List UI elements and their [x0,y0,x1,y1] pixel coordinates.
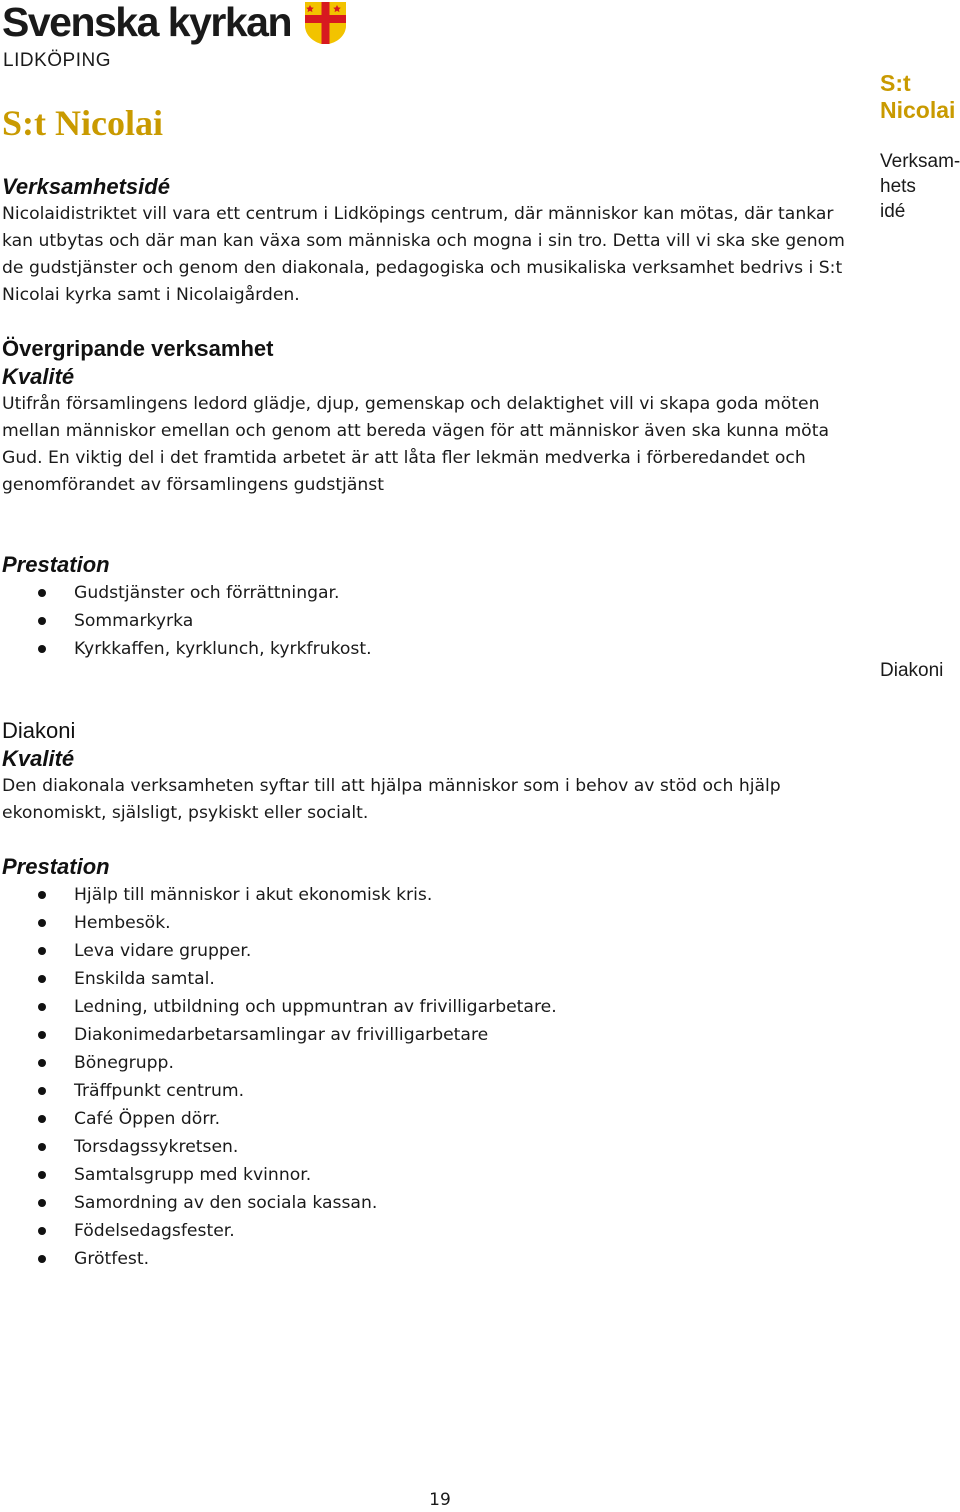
list-item-text: Kyrkkaffen, kyrklunch, kyrkfrukost. [74,639,372,659]
list-item-text: Samtalsgrupp med kvinnor. [74,1165,312,1185]
margin-title [880,70,960,124]
margin-note-line: Verksam- [880,151,960,172]
bullet-icon [38,1227,46,1235]
overgripande-heading: Övergripande verksamhet [2,336,274,361]
list-item-text: Träffpunkt centrum. [74,1081,245,1101]
list-item [2,1217,864,1245]
list-item [2,937,864,965]
list-item [2,1245,864,1273]
list-item-text: Hembesök. [74,913,171,933]
verksamhetside-heading: Verksamhetsidé [2,174,170,199]
list-item [2,1161,864,1189]
page-title: S:t Nicolai [2,103,163,143]
list-item [2,1105,864,1133]
list-item-text: Födelsedagsfester. [74,1221,235,1241]
bullet-icon [38,1171,46,1179]
overgripande-prestation-heading: Prestation [2,552,110,577]
bullet-icon [38,891,46,899]
svenska-kyrkan-logo [2,0,347,72]
bullet-icon [38,617,46,625]
section-overgripande [2,335,864,663]
bullet-icon [38,947,46,955]
list-item-text: Diakonimedarbetarsamlingar av frivilligarbetare [74,1025,489,1045]
list-item-text: Ledning, utbildning och uppmuntran av frivilligarbetare. [74,997,557,1017]
margin-notes-top [880,70,960,224]
section-diakoni [2,717,864,1273]
list-item [2,607,864,635]
diakoni-heading: Diakoni [2,718,76,743]
list-item [2,579,864,607]
list-item [2,1021,864,1049]
list-item [2,1077,864,1105]
diakoni-prestation-heading: Prestation [2,854,110,879]
logo-brand-text: Svenska kyrkan [2,0,292,45]
list-item-text: Sommarkyrka [74,611,194,631]
list-item [2,993,864,1021]
list-item [2,1189,864,1217]
list-item-text: Enskilda samtal. [74,969,215,989]
diakoni-quality-body: Den diakonala verksamheten syftar till att hjälpa människor som i behov av stöd och hjälp ekonomiskt, själsligt, psykiskt eller socialt. [2,776,781,823]
section-verksamhetside [2,170,864,309]
verksamhetside-body: Nicolaidistriktet vill vara ett centrum i Lidköpings centrum, där människor kan mötas, där tankar kan utbytas och där man kan växa som människa och mogna i sin tro. Detta vill vi ska ske genom de gudstjänster och genom den diakonala, pedagogiska och musikaliska verksamhet bedrivs i S:t Nicolai kyrka samt i Nicolaigården. [2,204,845,305]
list-item [2,635,864,663]
margin-note-line: idé [880,201,906,222]
list-item-text: Samordning av den sociala kassan. [74,1193,378,1213]
margin-note-verksamhetside [880,149,960,224]
bullet-icon [38,1115,46,1123]
list-item [2,965,864,993]
bullet-icon [38,975,46,983]
church-shield-icon [304,1,347,45]
bullet-icon [38,919,46,927]
bullet-icon [38,645,46,653]
bullet-icon [38,1003,46,1011]
margin-note-line: hets [880,176,916,197]
bullet-icon [38,1059,46,1067]
list-item-text: Torsdagssykretsen. [74,1137,239,1157]
list-item-text: Bönegrupp. [74,1053,174,1073]
main-content [2,170,864,1273]
bullet-icon [38,1087,46,1095]
list-item [2,881,864,909]
bullet-icon [38,589,46,597]
list-item-text: Hjälp till människor i akut ekonomisk kris. [74,885,433,905]
diakoni-prestation-list [2,881,864,1273]
margin-title-text: S:t Nicolai [880,70,956,123]
bullet-icon [38,1143,46,1151]
list-item-text: Gudstjänster och förrättningar. [74,583,340,603]
page-number: 19 [429,1490,451,1510]
diakoni-quality-heading: Kvalité [2,746,75,771]
overgripande-prestation-list [2,579,864,663]
logo-city-text: LIDKÖPING [3,50,111,71]
bullet-icon [38,1199,46,1207]
list-item [2,909,864,937]
list-item [2,1049,864,1077]
list-item-text: Leva vidare grupper. [74,941,252,961]
bullet-icon [38,1255,46,1263]
list-item [2,1133,864,1161]
bullet-icon [38,1031,46,1039]
overgripande-quality-heading: Kvalité [2,364,75,389]
list-item-text: Café Öppen dörr. [74,1109,221,1129]
margin-note-diakoni: Diakoni [880,660,944,681]
list-item-text: Grötfest. [74,1249,150,1269]
overgripande-quality-body: Utifrån församlingens ledord glädje, djup, gemenskap och delaktighet vill vi skapa goda möten mellan människor emellan och genom att bereda vägen för att människor även ska kunna möta Gud. En viktig del i det framtida arbetet är att låta fler lekmän medverka i förberedandet och genomförandet av församlingens gudstjänst [2,394,829,495]
